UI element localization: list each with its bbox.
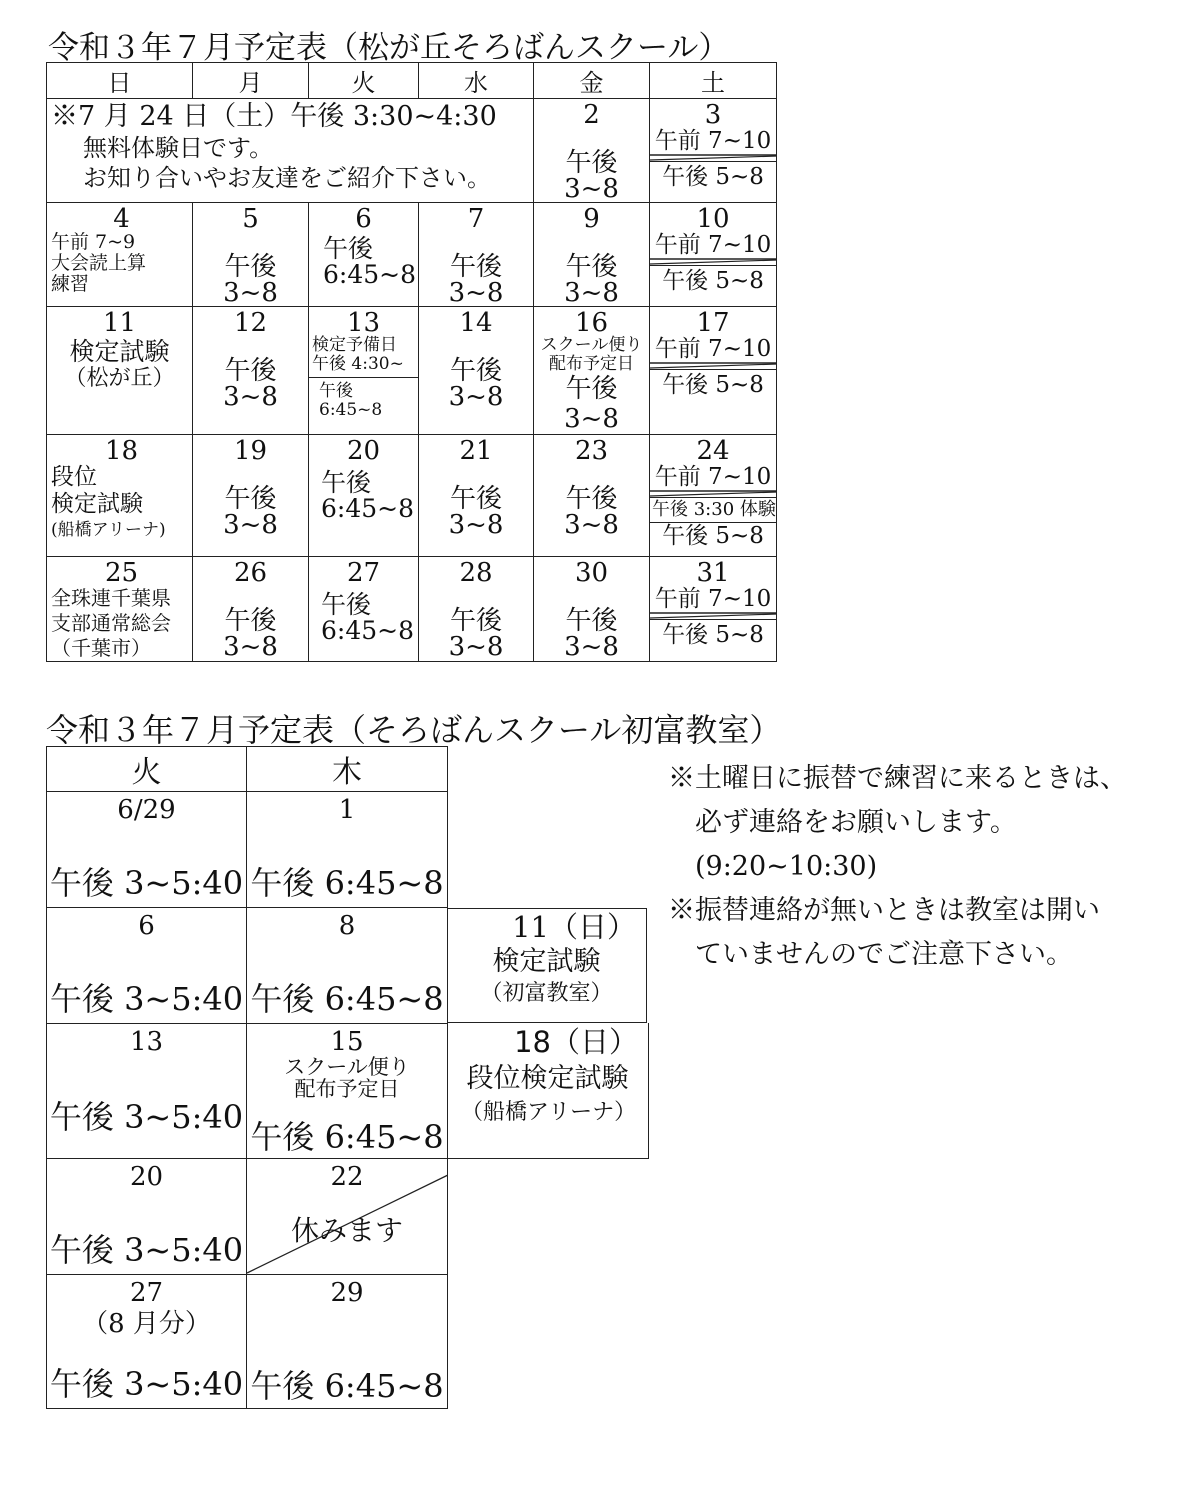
day-number: 16 xyxy=(574,308,609,338)
day-number: 27 xyxy=(346,558,381,588)
day-number: 5 xyxy=(242,204,259,234)
day-cell xyxy=(47,435,193,557)
class-time: 午後 3~8 xyxy=(448,606,504,662)
day-cell xyxy=(247,1275,448,1409)
event-line: 支部通常総会 xyxy=(51,611,171,635)
note-line: ※土曜日に振替で練習に来るときは、 xyxy=(668,763,1127,794)
event-line: （8 月分） xyxy=(82,1309,211,1339)
day-number: 6/29 xyxy=(117,795,176,825)
day-number: 30 xyxy=(574,558,609,588)
morning-time: 午前 7~10 xyxy=(654,128,772,154)
class-time: 午後 3~8 xyxy=(564,374,619,434)
day-cell xyxy=(650,203,777,307)
day-cell xyxy=(47,557,193,662)
afternoon-time: 午後 5~8 xyxy=(650,161,776,192)
sunday-event-box xyxy=(447,1023,649,1159)
weekday-wed: 水 xyxy=(419,63,534,99)
class-time-line: 6:45~8 xyxy=(321,494,414,523)
week-row xyxy=(47,1159,448,1275)
weekday-header-row xyxy=(47,63,777,99)
day-cell xyxy=(534,203,650,307)
day-number: 3 xyxy=(704,100,722,130)
day-cell xyxy=(47,307,193,435)
class-time: 午後 3~8 xyxy=(223,484,278,540)
event-line: スクール便り xyxy=(284,1055,410,1079)
afternoon-time: 午後 5~8 xyxy=(650,265,776,296)
day-number: 4 xyxy=(113,204,130,234)
day-number: 1 xyxy=(338,795,356,825)
class-time: 午後 3~5:40 xyxy=(49,1231,244,1269)
note-line: (9:20~10:30) xyxy=(668,851,878,882)
double-line xyxy=(650,612,776,619)
class-time: 午後 6:45~8 xyxy=(250,980,444,1018)
day-off-label: 休みます xyxy=(290,1214,403,1247)
class-time: 午後 3~5:40 xyxy=(49,980,244,1018)
day-cell xyxy=(193,557,309,662)
event-line: 検定試験 xyxy=(492,946,601,977)
weekday-sat: 土 xyxy=(650,63,777,99)
day-number: 28 xyxy=(459,558,493,588)
double-line xyxy=(650,490,776,497)
day-cell xyxy=(650,99,777,203)
class-time: 午後 6:45~8 xyxy=(250,1367,444,1405)
day-number: 21 xyxy=(459,436,493,466)
week-row xyxy=(47,1275,448,1409)
class-time: 午後 3~8 xyxy=(448,252,504,308)
day-number: 14 xyxy=(459,308,493,338)
week-row xyxy=(47,908,448,1024)
day-cell xyxy=(309,307,419,435)
day-number: 6 xyxy=(138,911,155,941)
day-number: 13 xyxy=(346,308,381,338)
day-number: 18 xyxy=(104,436,139,466)
class-time: 午後 3~8 xyxy=(564,484,619,540)
day-cell xyxy=(534,307,650,435)
week-row xyxy=(47,435,777,557)
class-time: 午後 3~8 xyxy=(223,252,278,308)
day-cell xyxy=(47,908,247,1024)
class-time: 午後 3~8 xyxy=(448,356,504,412)
note-line: ていませんのでご注意下さい。 xyxy=(668,939,1073,970)
day-cell xyxy=(650,557,777,662)
event-line: （船橋アリーナ） xyxy=(461,1100,637,1125)
class-time-line: 6:45~8 xyxy=(321,616,414,645)
event-line: (船橋アリーナ) xyxy=(51,520,166,540)
day-cell xyxy=(419,557,534,662)
weekday-header-row xyxy=(47,747,448,792)
week-row xyxy=(47,307,777,435)
free-trial-notice xyxy=(47,99,534,203)
week-row xyxy=(47,1024,448,1159)
day-cell-cancelled xyxy=(247,1159,448,1275)
event-line: （千葉市） xyxy=(51,636,151,660)
day-cell xyxy=(650,435,777,557)
day-number: 20 xyxy=(346,436,381,466)
class-time: 午後 3~5:40 xyxy=(49,1098,244,1136)
event-date: 18（日） xyxy=(514,1025,638,1059)
class-time: 午後 3~8 xyxy=(223,606,278,662)
schedule-table-matsugaoka xyxy=(46,62,777,662)
day-cell xyxy=(47,792,247,908)
day-cell xyxy=(419,203,534,307)
event-line: 全珠連千葉県 xyxy=(51,586,171,610)
day-number: 27 xyxy=(129,1278,164,1308)
schedule-table-hatsutomi xyxy=(46,746,448,1409)
day-number: 20 xyxy=(129,1162,164,1192)
day-number: 31 xyxy=(696,558,730,588)
class-time: 午後 3~8 xyxy=(564,252,619,308)
day-number: 2 xyxy=(583,100,600,130)
day-number: 7 xyxy=(467,204,485,234)
day-cell xyxy=(193,435,309,557)
day-cell xyxy=(47,1159,247,1275)
afternoon-time: 午後 5~8 xyxy=(650,522,776,550)
afternoon-time: 午後 5~8 xyxy=(650,369,776,400)
morning-time: 午前 7~10 xyxy=(654,336,772,362)
class-time-line: 6:45~8 xyxy=(323,260,416,289)
event-line: 検定予備日 xyxy=(312,335,397,355)
day-cell xyxy=(309,435,419,557)
day-number: 8 xyxy=(338,911,356,941)
day-cell xyxy=(47,203,193,307)
day-number: 17 xyxy=(696,308,730,338)
double-line xyxy=(650,362,776,369)
event-line: 大会読上算 xyxy=(51,252,147,274)
week-row xyxy=(47,557,777,662)
day-cell xyxy=(247,792,448,908)
event-line: 配布予定日 xyxy=(294,1077,400,1101)
class-time: 午後 6:45~8 xyxy=(250,864,444,902)
class-time-line: 午後 xyxy=(321,468,372,497)
morning-time: 午前 7~10 xyxy=(654,586,772,612)
week-row xyxy=(47,792,448,908)
week-row xyxy=(47,99,777,203)
weekday-tue: 火 xyxy=(47,747,247,792)
notice-line: 無料体験日です。 xyxy=(83,134,274,162)
day-number: 25 xyxy=(104,558,139,588)
class-time: 午後 3~8 xyxy=(223,356,278,412)
morning-time: 午前 7~10 xyxy=(654,232,772,258)
notes xyxy=(668,757,1127,977)
morning-time: 午前 7~10 xyxy=(654,464,772,490)
day-cell xyxy=(534,435,650,557)
day-number: 29 xyxy=(330,1278,364,1308)
day-cell xyxy=(47,1024,247,1159)
event-date: 11（日） xyxy=(512,910,636,944)
day-cell xyxy=(309,557,419,662)
day-number: 19 xyxy=(233,436,268,466)
page-title-hatsutomi: 令和３年７月予定表（そろばんスクール初富教室） xyxy=(46,711,782,749)
day-cell xyxy=(419,435,534,557)
class-time: 午後 3~8 xyxy=(564,148,619,204)
note-line: 必ず連絡をお願いします。 xyxy=(668,807,1017,838)
event-line: 検定試験 xyxy=(51,491,143,517)
notice-line: ※7 月 24 日（土）午後 3:30~4:30 xyxy=(51,101,497,132)
day-cell xyxy=(534,99,650,203)
weekday-mon: 月 xyxy=(193,63,309,99)
day-cell xyxy=(247,1024,448,1159)
event-line: （松が丘） xyxy=(64,366,175,391)
day-number: 12 xyxy=(233,308,268,338)
event-line: 検定試験 xyxy=(69,337,170,366)
day-number: 22 xyxy=(330,1162,364,1192)
day-number: 13 xyxy=(129,1027,164,1057)
event-line: スクール便り xyxy=(540,335,643,355)
event-line: 段位 xyxy=(51,464,97,490)
day-number: 15 xyxy=(330,1027,364,1057)
day-cell xyxy=(419,307,534,435)
double-line xyxy=(650,258,776,265)
day-cell xyxy=(650,307,777,435)
day-number: 9 xyxy=(583,204,600,234)
class-time-line: 午後 xyxy=(323,234,374,263)
class-time-line: 午後 xyxy=(321,590,372,619)
double-line xyxy=(650,154,776,161)
day-cell xyxy=(534,557,650,662)
class-time: 午後 3~5:40 xyxy=(49,864,244,902)
day-number: 23 xyxy=(574,436,609,466)
weekday-fri: 金 xyxy=(534,63,650,99)
day-cell xyxy=(193,307,309,435)
event-line: 午前 7~9 xyxy=(51,231,136,253)
notice-line: お知り合いやお友達をご紹介下さい。 xyxy=(83,164,491,192)
weekday-tue: 火 xyxy=(309,63,419,99)
event-line: 段位検定試験 xyxy=(466,1063,629,1094)
class-time: 午後 3~5:40 xyxy=(49,1365,244,1403)
week-row xyxy=(47,203,777,307)
day-number: 11 xyxy=(102,308,137,338)
class-time: 午後 3~8 xyxy=(448,484,504,540)
event-line: （初富教室） xyxy=(480,981,613,1006)
weekday-thu: 木 xyxy=(247,747,448,792)
class-time: 午後 6:45~8 xyxy=(309,377,418,420)
day-number: 24 xyxy=(696,436,730,466)
day-number: 10 xyxy=(696,204,730,234)
class-time: 午後 3~8 xyxy=(564,606,619,662)
event-line: 午後 4:30~ xyxy=(312,354,404,374)
page-title-matsugaoka: 令和３年７月予定表（松が丘そろばんスクール） xyxy=(48,30,730,66)
day-cell xyxy=(47,1275,247,1409)
sunday-event-box xyxy=(447,908,647,1023)
weekday-sun: 日 xyxy=(47,63,193,99)
trial-time: 午後 3:30 体験 xyxy=(652,499,776,520)
day-cell xyxy=(309,203,419,307)
note-line: ※振替連絡が無いときは教室は開い xyxy=(668,895,1100,926)
event-line: 配布予定日 xyxy=(549,354,634,374)
afternoon-time: 午後 5~8 xyxy=(650,619,776,650)
day-number: 26 xyxy=(233,558,268,588)
day-number: 6 xyxy=(355,204,372,234)
day-cell xyxy=(193,203,309,307)
class-time: 午後 6:45~8 xyxy=(250,1118,444,1156)
event-line: 練習 xyxy=(51,273,90,295)
day-cell xyxy=(247,908,448,1024)
